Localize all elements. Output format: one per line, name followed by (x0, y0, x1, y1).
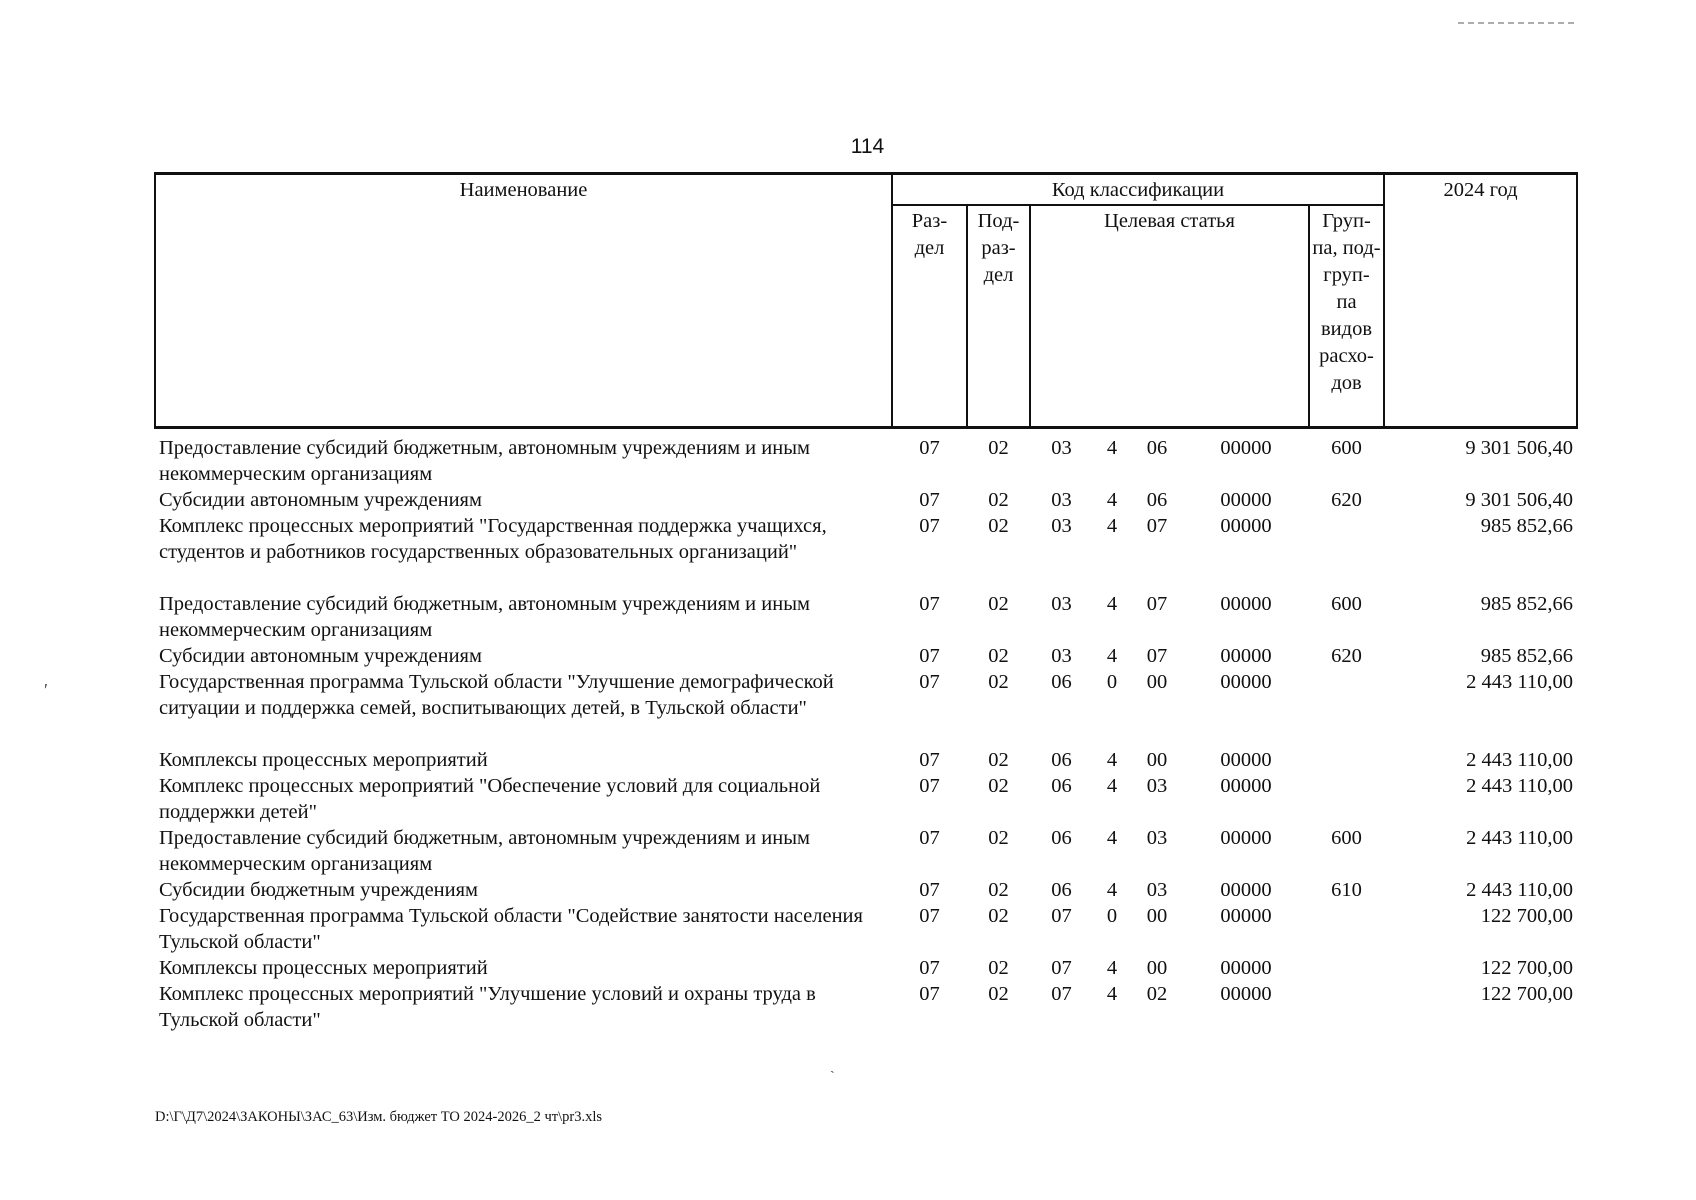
row-target-1: 06 (1051, 827, 1072, 849)
row-target-1: 03 (1051, 515, 1072, 537)
row-group: 600 (1331, 593, 1362, 615)
row-name: Государственная программа Тульской области "Содействие занятости населения Тульской области" (159, 905, 863, 953)
row-name: Предоставление субсидий бюджетным, автономным учреждениям и иным некоммерческим организациям (159, 437, 810, 485)
row-target-2: 0 (1106, 671, 1118, 693)
row-group: 600 (1331, 827, 1362, 849)
row-razdel: 07 (919, 827, 940, 849)
row-target-4: 00000 (1220, 437, 1272, 459)
row-amount: 985 852,66 (1480, 593, 1574, 615)
row-target-2: 4 (1106, 983, 1118, 1005)
row-target-2: 4 (1106, 827, 1118, 849)
row-podrazdel: 02 (988, 827, 1009, 849)
row-target-2: 0 (1106, 905, 1118, 927)
row-target-4: 00000 (1220, 879, 1272, 901)
row-group (1309, 513, 1384, 591)
header-podrazdel: Под- раз- дел (967, 205, 1030, 428)
scan-corner-mark (1458, 0, 1574, 24)
row-name: Предоставление субсидий бюджетным, автономным учреждениям и иным некоммерческим организациям (159, 593, 810, 641)
table-row (155, 513, 1577, 591)
row-group: 600 (1331, 437, 1362, 459)
row-target-3: 03 (1146, 879, 1168, 901)
row-amount: 122 700,00 (1480, 983, 1574, 1005)
row-name: Государственная программа Тульской области "Улучшение демографической ситуации и поддержка семей, воспитывающих детей, в Тульской области" (159, 671, 834, 719)
row-podrazdel: 02 (988, 671, 1009, 693)
header-name: Наименование (155, 174, 892, 428)
row-group (1309, 955, 1384, 981)
row-group (1309, 747, 1384, 773)
row-group: 620 (1331, 645, 1362, 667)
header-expense-group: Груп- па, под- груп- па видов расхо- дов (1309, 205, 1384, 428)
row-razdel: 07 (919, 957, 940, 979)
row-target-4: 00000 (1220, 593, 1272, 615)
table-row (155, 487, 1577, 513)
row-group (1309, 773, 1384, 825)
row-podrazdel: 02 (988, 489, 1009, 511)
table-row (155, 955, 1577, 981)
file-path-footer: D:\Г\Д7\2024\ЗАКОНЫ\ЗАС_63\Изм. бюджет ТО 2024-2026_2 чт\pr3.xls (155, 1109, 603, 1125)
header-year: 2024 год (1384, 174, 1577, 428)
row-target-2: 4 (1106, 593, 1118, 615)
row-name: Комплексы процессных мероприятий (159, 749, 488, 771)
row-amount: 2 443 110,00 (1466, 879, 1574, 901)
row-podrazdel: 02 (988, 515, 1009, 537)
row-target-3: 06 (1146, 437, 1168, 459)
row-name: Комплекс процессных мероприятий "Государственная поддержка учащихся, студентов и работников государственных образовательных организаций" (159, 515, 827, 563)
row-amount: 2 443 110,00 (1466, 775, 1574, 797)
row-target-2: 4 (1106, 879, 1118, 901)
row-target-1: 06 (1051, 879, 1072, 901)
table-row (155, 981, 1577, 1033)
row-podrazdel: 02 (988, 905, 1009, 927)
header-target-article: Целевая статья (1030, 205, 1309, 428)
row-group (1309, 903, 1384, 955)
table-header (155, 174, 1577, 428)
row-razdel: 07 (919, 749, 940, 771)
row-target-3: 00 (1146, 671, 1168, 693)
table-body (155, 428, 1577, 1034)
row-podrazdel: 02 (988, 983, 1009, 1005)
row-target-4: 00000 (1220, 983, 1272, 1005)
header-code-classification: Код классификации (892, 174, 1384, 206)
scan-artifact: ′ (44, 680, 48, 700)
row-target-2: 4 (1106, 437, 1118, 459)
row-target-2: 4 (1106, 489, 1118, 511)
table-row (155, 825, 1577, 877)
row-target-2: 4 (1106, 775, 1118, 797)
row-target-4: 00000 (1220, 645, 1272, 667)
row-target-1: 03 (1051, 437, 1072, 459)
row-target-2: 4 (1106, 749, 1118, 771)
row-razdel: 07 (919, 879, 940, 901)
row-target-3: 07 (1146, 515, 1168, 537)
row-group (1309, 981, 1384, 1033)
row-amount: 985 852,66 (1480, 645, 1574, 667)
row-razdel: 07 (919, 775, 940, 797)
row-target-1: 06 (1051, 749, 1072, 771)
page-number: 114 (850, 135, 885, 158)
row-group: 610 (1331, 879, 1362, 901)
header-razdel: Раз- дел (892, 205, 967, 428)
row-podrazdel: 02 (988, 593, 1009, 615)
table-row (155, 877, 1577, 903)
row-target-4: 00000 (1220, 957, 1272, 979)
row-target-4: 00000 (1220, 749, 1272, 771)
table-row (155, 428, 1577, 488)
row-target-4: 00000 (1220, 671, 1272, 693)
row-target-4: 00000 (1220, 489, 1272, 511)
row-razdel: 07 (919, 905, 940, 927)
row-name: Комплекс процессных мероприятий "Улучшение условий и охраны труда в Тульской области" (159, 983, 816, 1031)
row-razdel: 07 (919, 515, 940, 537)
row-razdel: 07 (919, 671, 940, 693)
table-row (155, 591, 1577, 643)
row-target-1: 07 (1051, 905, 1072, 927)
row-target-1: 07 (1051, 983, 1072, 1005)
row-podrazdel: 02 (988, 879, 1009, 901)
row-amount: 9 301 506,40 (1465, 489, 1574, 511)
row-target-3: 07 (1146, 645, 1168, 667)
table-row (155, 643, 1577, 669)
row-podrazdel: 02 (988, 645, 1009, 667)
row-target-1: 07 (1051, 957, 1072, 979)
row-amount: 2 443 110,00 (1466, 749, 1574, 771)
row-target-2: 4 (1106, 957, 1118, 979)
row-razdel: 07 (919, 645, 940, 667)
row-amount: 122 700,00 (1480, 957, 1574, 979)
row-amount: 2 443 110,00 (1466, 671, 1574, 693)
row-podrazdel: 02 (988, 957, 1009, 979)
row-amount: 985 852,66 (1480, 515, 1574, 537)
row-group (1309, 669, 1384, 747)
row-razdel: 07 (919, 983, 940, 1005)
row-name: Комплекс процессных мероприятий "Обеспечение условий для социальной поддержки детей" (159, 775, 821, 823)
row-target-1: 03 (1051, 593, 1072, 615)
row-podrazdel: 02 (988, 775, 1009, 797)
row-target-3: 06 (1146, 489, 1168, 511)
table-row (155, 747, 1577, 773)
row-target-1: 03 (1051, 489, 1072, 511)
row-name: Предоставление субсидий бюджетным, автономным учреждениям и иным некоммерческим организациям (159, 827, 810, 875)
row-group: 620 (1331, 489, 1362, 511)
row-amount: 122 700,00 (1480, 905, 1574, 927)
row-target-4: 00000 (1220, 905, 1272, 927)
row-razdel: 07 (919, 437, 940, 459)
row-target-3: 00 (1146, 749, 1168, 771)
row-target-3: 03 (1146, 775, 1168, 797)
row-razdel: 07 (919, 593, 940, 615)
row-name: Субсидии автономным учреждениям (159, 645, 482, 667)
row-target-4: 00000 (1220, 827, 1272, 849)
row-target-3: 03 (1146, 827, 1168, 849)
row-target-1: 06 (1051, 775, 1072, 797)
row-name: Субсидии автономным учреждениям (159, 489, 482, 511)
row-target-3: 02 (1146, 983, 1168, 1005)
row-target-4: 00000 (1220, 775, 1272, 797)
row-amount: 2 443 110,00 (1466, 827, 1574, 849)
row-podrazdel: 02 (988, 749, 1009, 771)
row-name: Субсидии бюджетным учреждениям (159, 879, 479, 901)
row-target-3: 00 (1146, 905, 1168, 927)
table-row (155, 669, 1577, 747)
row-target-1: 03 (1051, 645, 1072, 667)
scan-artifact: ˏ (830, 1059, 835, 1074)
row-podrazdel: 02 (988, 437, 1009, 459)
row-target-2: 4 (1106, 515, 1118, 537)
row-razdel: 07 (919, 489, 940, 511)
row-target-3: 07 (1146, 593, 1168, 615)
row-target-4: 00000 (1220, 515, 1272, 537)
row-target-1: 06 (1051, 671, 1072, 693)
row-name: Комплексы процессных мероприятий (159, 957, 488, 979)
row-target-3: 00 (1146, 957, 1168, 979)
table-row (155, 773, 1577, 825)
table-row (155, 903, 1577, 955)
row-amount: 9 301 506,40 (1465, 437, 1574, 459)
budget-table (154, 172, 1578, 1033)
row-target-2: 4 (1106, 645, 1118, 667)
